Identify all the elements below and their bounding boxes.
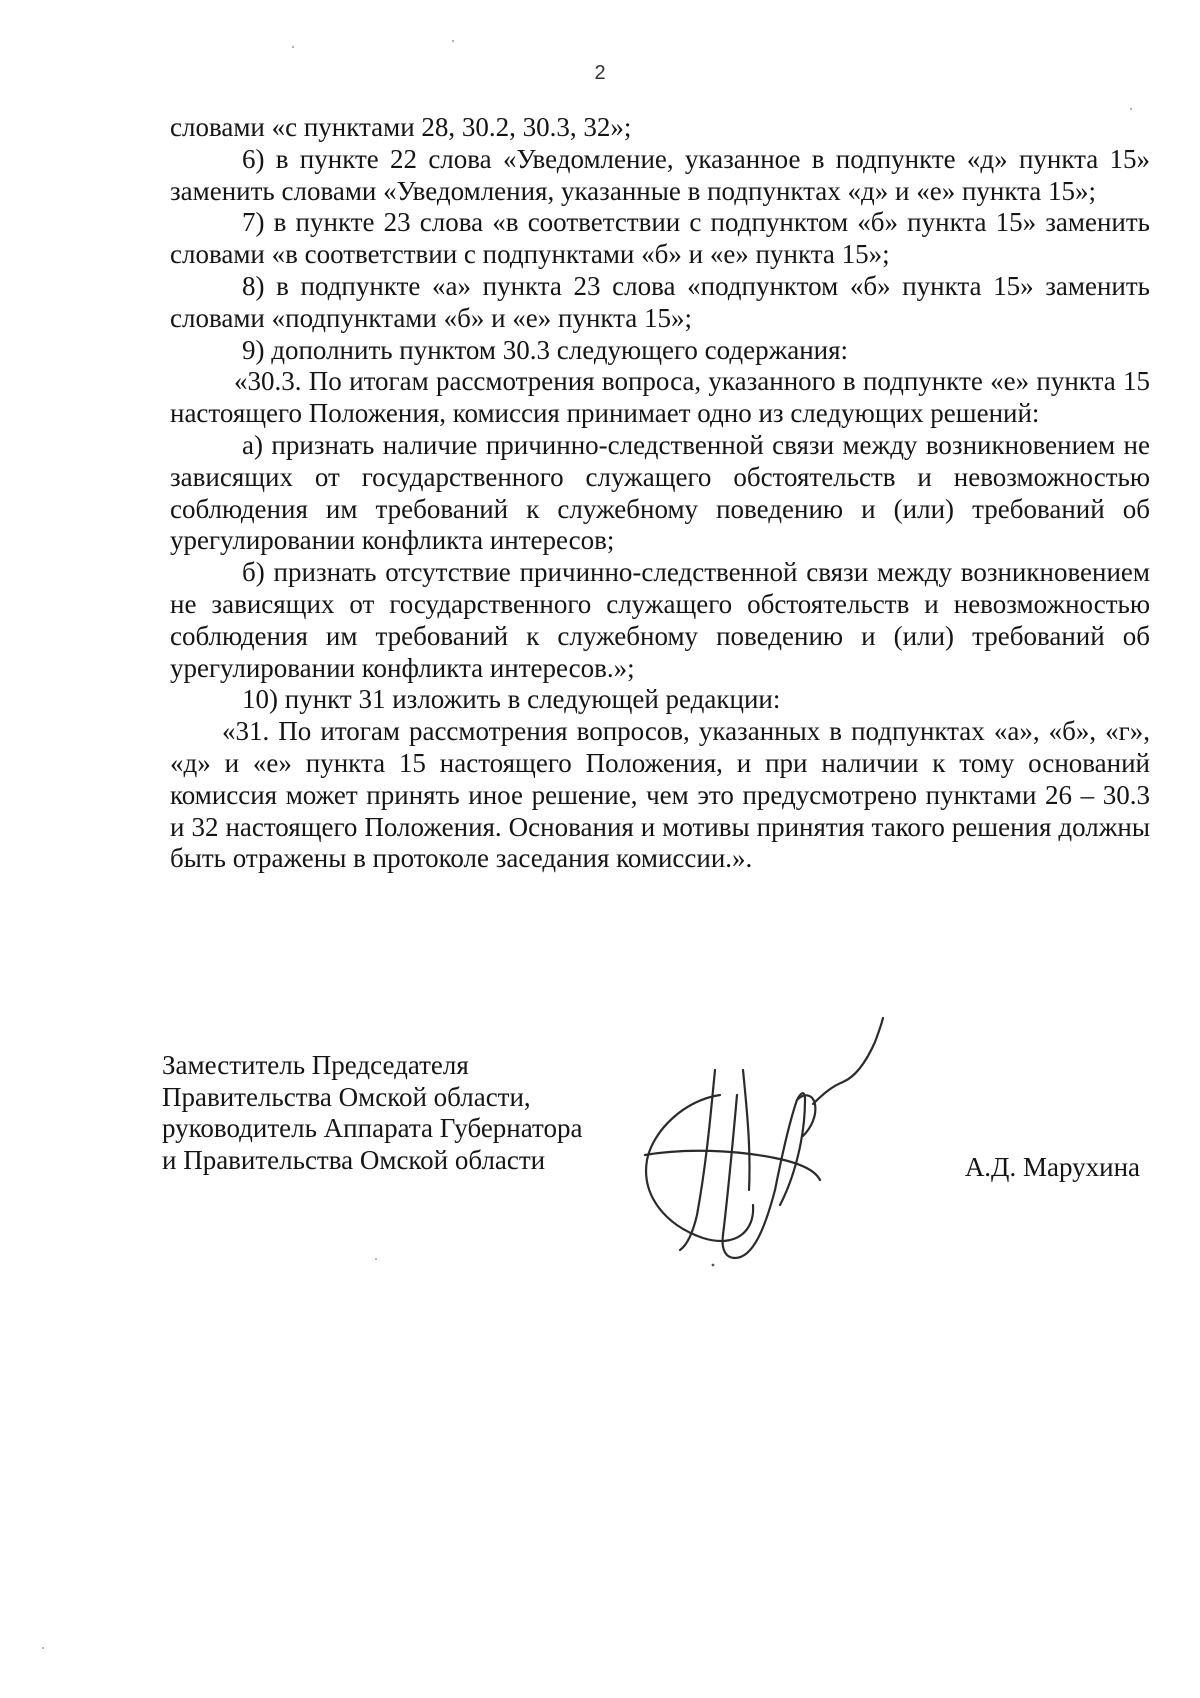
position-line: Правительства Омской области, — [162, 1081, 531, 1112]
position-line: руководитель Аппарата Губернатора — [162, 1113, 583, 1143]
paragraph-item-8: 8) в подпункте «а» пункта 23 слова «подпунктом «б» пункта 15» заменить словами «подпунктами «б» и «е» пункта 15»; — [170, 270, 1150, 333]
scan-speck — [42, 1647, 44, 1649]
paragraph-subclause-a: а) признать наличие причинно-следственной связи между возникновением не зависящих от государственного служащего обстоятельств и невозможностью соблюдения им требований к служебному поведению и (или) требований об урегулировании конфликта интересов; — [170, 429, 1150, 556]
paragraph-continuation: словами «с пунктами 28, 30.2, 30.3, 32»; — [170, 112, 632, 142]
paragraph-item-9: 9) дополнить пунктом 30.3 следующего содержания: — [242, 334, 849, 365]
paragraph-clause-30-3: «30.3. По итогам рассмотрения вопроса, указанного в подпункте «е» пункта 15 настоящего Положения, комиссия принимает одно из следующих решений: — [170, 366, 1150, 429]
scan-speck — [292, 46, 294, 48]
paragraph-subclause-b: б) признать отсутствие причинно-следственной связи между возникновением не зависящих от государственного служащего обстоятельств и невозможностью соблюдения им требований к служебному поведению и (или) требований об урегулировании конфликта интересов.»; — [170, 557, 1150, 683]
scan-speck — [452, 40, 454, 42]
position-line: Заместитель Председателя — [162, 1050, 469, 1080]
paragraph-item-6: 6) в пункте 22 слова «Уведомление, указанное в подпункте «д» пункта 15» заменить словами «Уведомления, указанные в подпунктах «д» и «е» пункта 15»; — [170, 143, 1150, 206]
position-line: и Правительства Омской области — [162, 1144, 546, 1175]
signatory-name: А.Д. Марухина — [964, 1152, 1140, 1182]
paragraph-item-7: 7) в пункте 23 слова «в соответствии с подпунктом «б» пункта 15» заменить словами «в соответствии с подпунктами «б» и «е» пункта 15»; — [170, 207, 1150, 270]
scan-speck — [375, 1258, 377, 1260]
scan-speck — [1130, 108, 1132, 110]
paragraph-clause-31: «31. По итогам рассмотрения вопросов, указанных в подпунктах «а», «б», «г», «д» и «е» пункта 15 настоящего Положения, и при наличии к тому оснований комиссия может принять иное решение, чем это предусмотрено пунктами 26 – 30.3 и 32 настоящего Положения. Основания и мотивы принятия такого решения должны быть отражены в протоколе заседания комиссии.». — [170, 716, 1150, 874]
document-body — [170, 112, 1150, 875]
paragraph-item-10: 10) пункт 31 изложить в следующей редакции: — [242, 684, 781, 715]
page-number: 2 — [594, 62, 606, 84]
signatory-position — [162, 1050, 582, 1176]
handwritten-signature-icon — [625, 1000, 885, 1270]
